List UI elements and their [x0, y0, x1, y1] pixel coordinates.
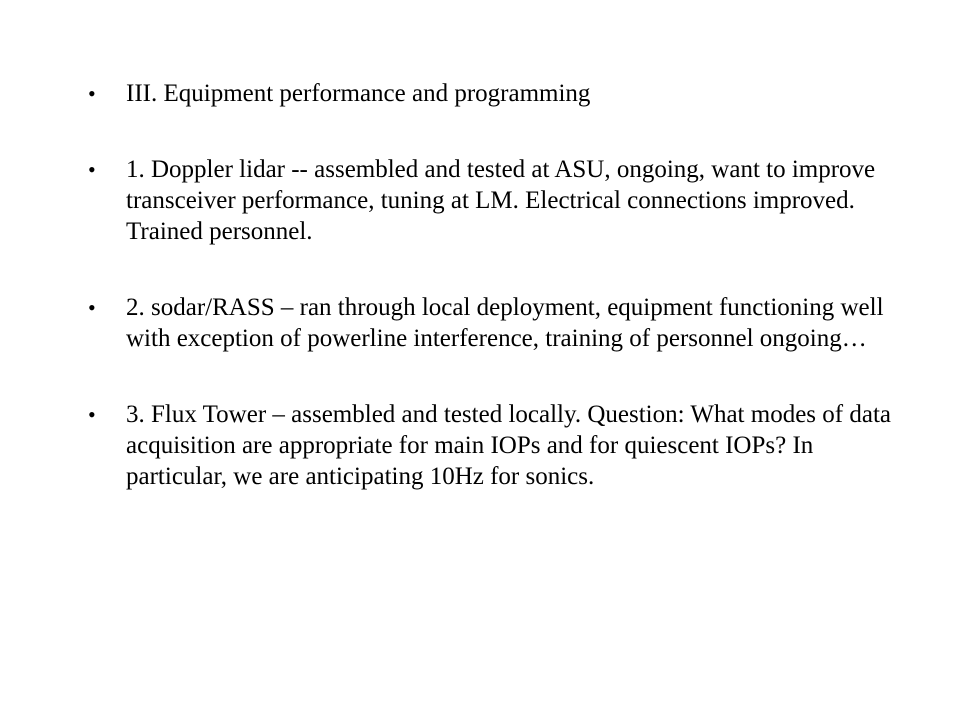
- bullet-icon: •: [88, 157, 96, 182]
- bullet-item-doppler-lidar: [88, 154, 918, 247]
- bullet-icon: •: [88, 81, 96, 106]
- bullet-text: III. Equipment performance and programming: [126, 80, 591, 107]
- bullet-text: 3. Flux Tower – assembled and tested locally. Question: What modes of data acquisition are appropriate for main IOPs and for quiescent IOPs? In particular, we are anticipating 10Hz for sonics.: [126, 401, 891, 490]
- bullet-icon: •: [88, 402, 96, 427]
- bullet-text: 2. sodar/RASS – ran through local deployment, equipment functioning well with exception of powerline interference, training of personnel ongoing…: [126, 294, 884, 352]
- bullet-icon: •: [88, 295, 96, 320]
- bullet-item-sodar-rass: [88, 292, 918, 354]
- bullet-text: 1. Doppler lidar -- assembled and tested at ASU, ongoing, want to improve transceiver performance, tuning at LM. Electrical connections improved. Trained personnel.: [126, 156, 876, 245]
- bullet-list: [88, 78, 918, 492]
- bullet-item-equipment-heading: [88, 78, 918, 109]
- bullet-item-flux-tower: [88, 399, 918, 492]
